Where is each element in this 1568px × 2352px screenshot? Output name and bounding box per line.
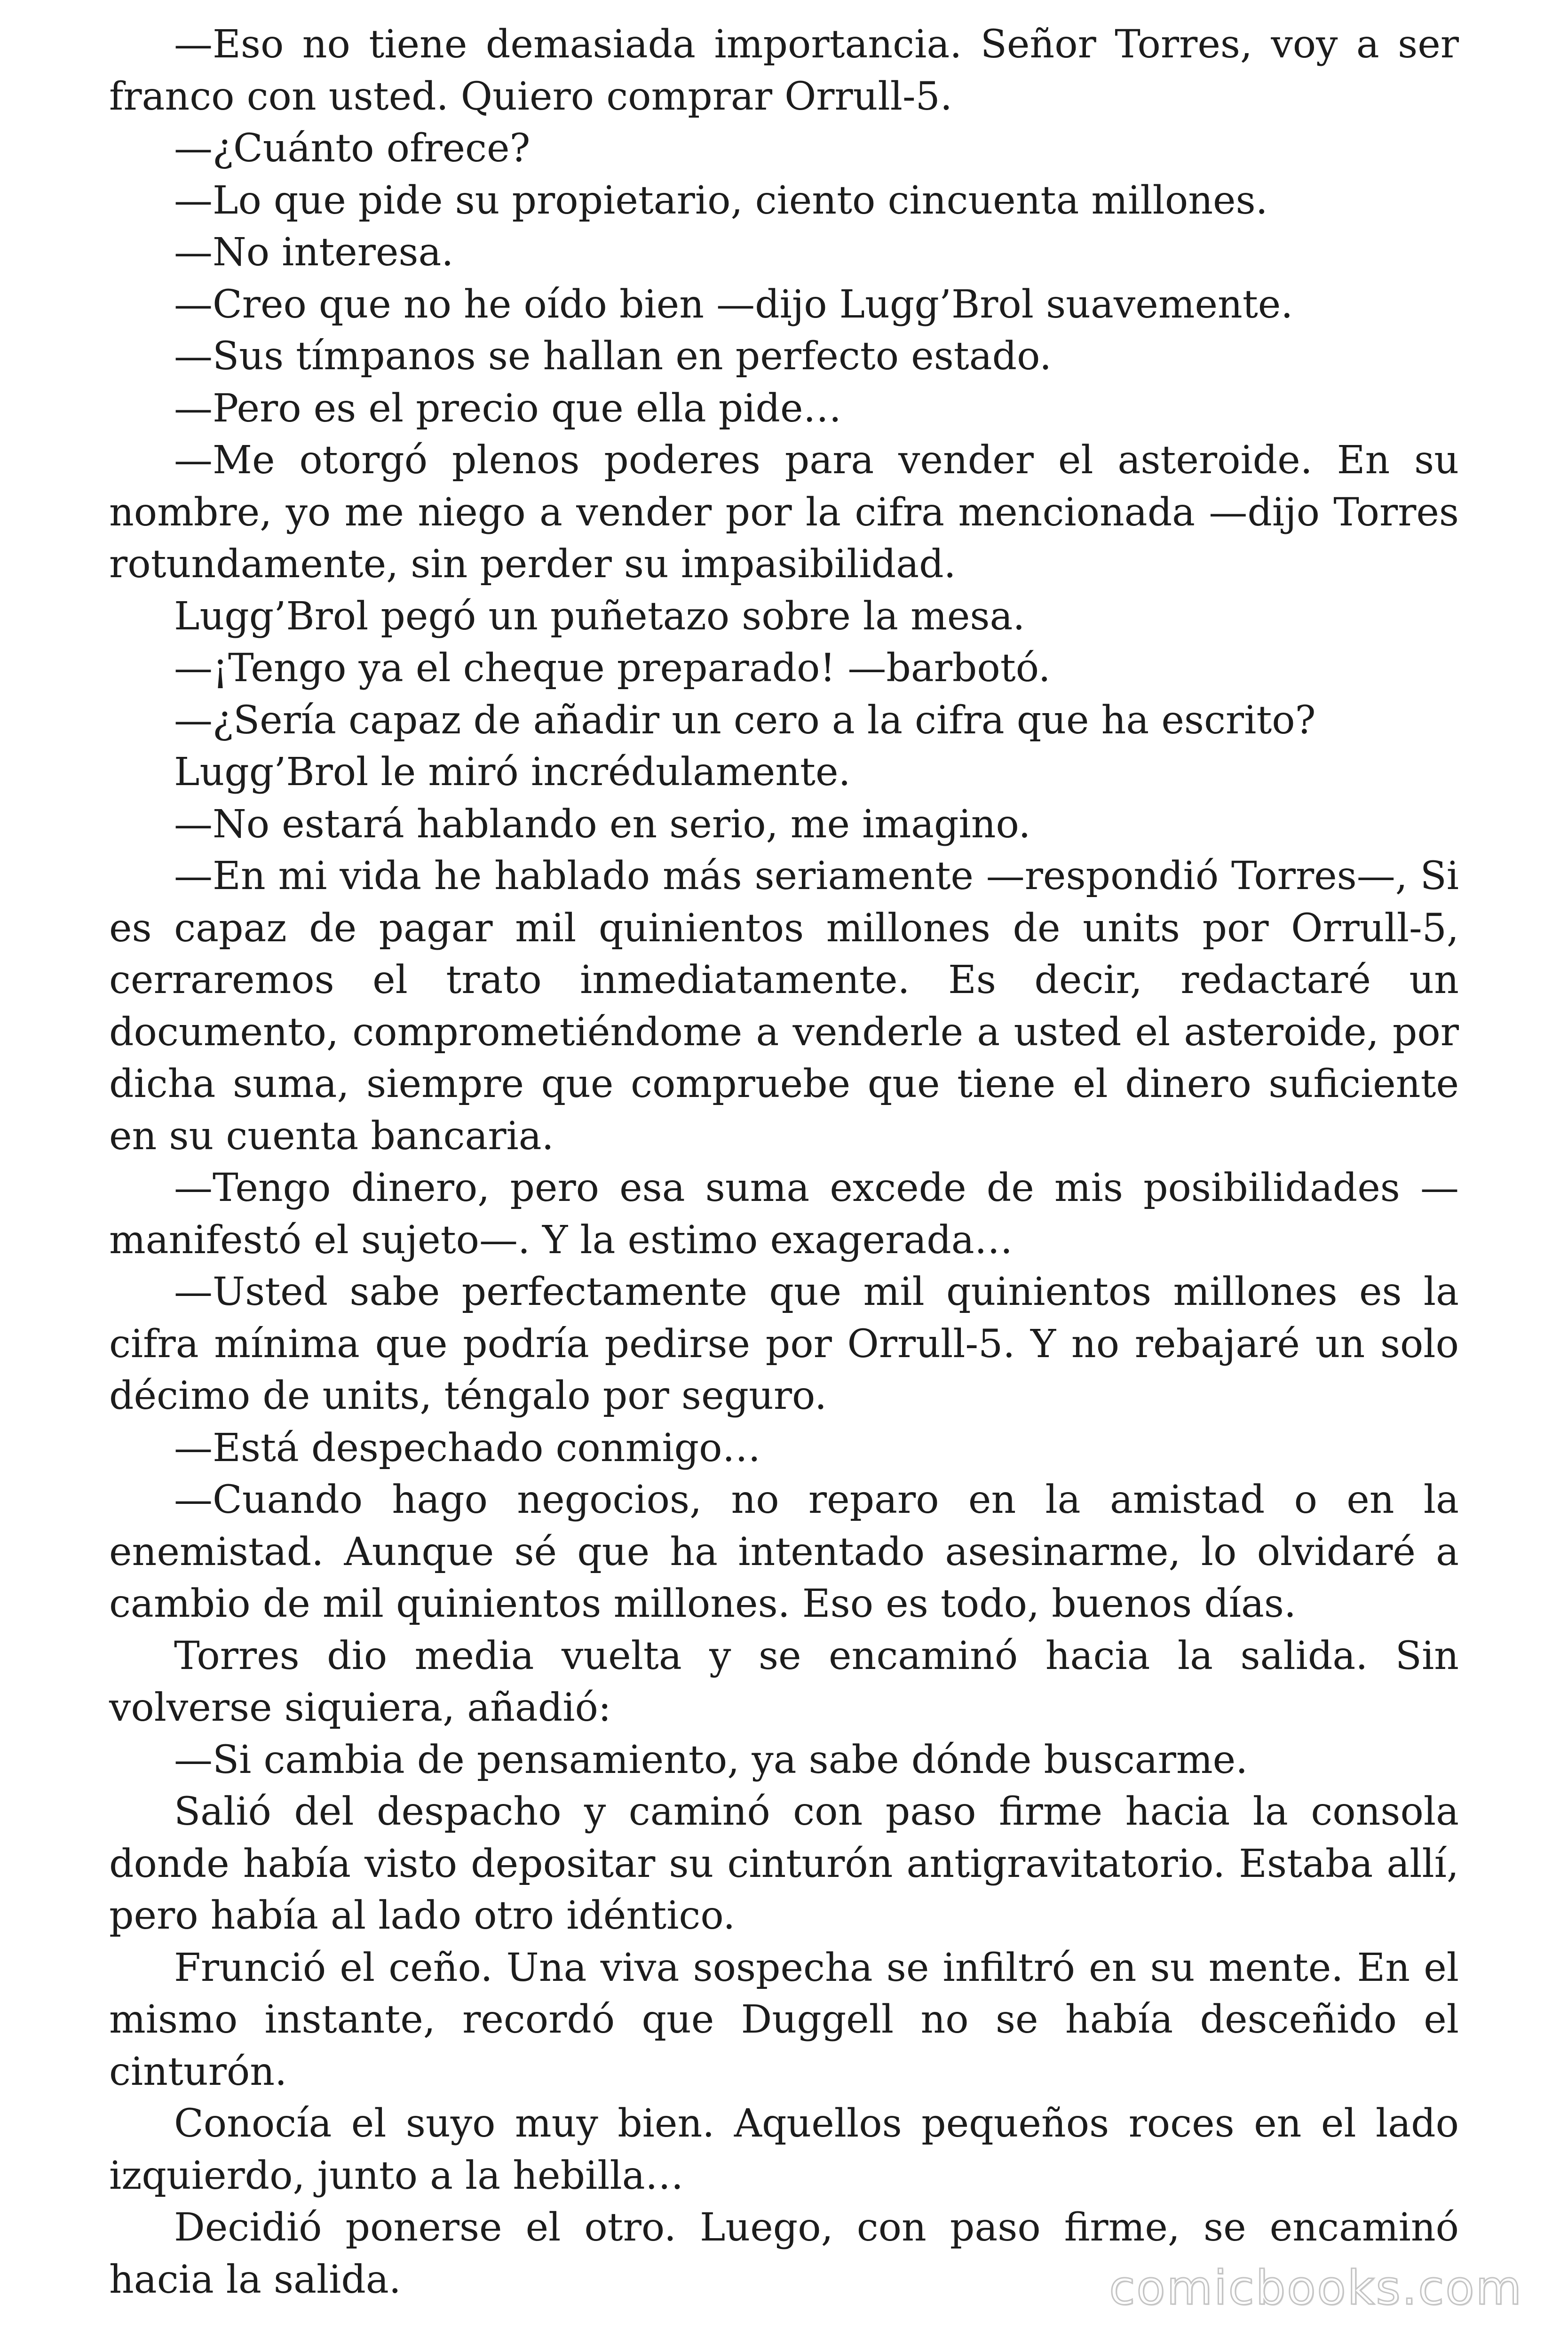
paragraph: —Usted sabe perfectamente que mil quinientos millones es la cifra mínima que podría pedirse por Orrull-5. Y no rebajaré un solo décimo de units, téngalo por seguro. bbox=[109, 1270, 1459, 1418]
paragraph: —Creo que no he oído bien —dijo Lugg’Brol suavemente. bbox=[174, 282, 1293, 327]
paragraph: —No estará hablando en serio, me imagino. bbox=[174, 802, 1031, 847]
paragraph: Decidió ponerse el otro. Luego, con paso firme, se encaminó hacia la salida. bbox=[109, 2205, 1459, 2302]
paragraph: —¿Cuánto ofrece? bbox=[174, 126, 531, 171]
paragraph: —Cuando hago negocios, no reparo en la amistad o en la enemistad. Aunque sé que ha intentado asesinarme, lo olvidaré a cambio de mil quinientos millones. Eso es todo, buenos días. bbox=[109, 1478, 1459, 1626]
paragraph: Torres dio media vuelta y se encaminó hacia la salida. Sin volverse siquiera, añadió: bbox=[109, 1633, 1459, 1730]
paragraph: —Eso no tiene demasiada importancia. Señor Torres, voy a ser franco con usted. Quiero comprar Orrull-5. bbox=[109, 22, 1459, 119]
paragraph: —Sus tímpanos se hallan en perfecto estado. bbox=[174, 334, 1052, 379]
paragraph: Lugg’Brol le miró incrédulamente. bbox=[174, 750, 851, 795]
watermark: comicbooks.com bbox=[1109, 2260, 1523, 2315]
paragraph: Conocía el suyo muy bien. Aquellos pequeños roces en el lado izquierdo, junto a la hebilla… bbox=[109, 2101, 1459, 2198]
paragraph: —¿Sería capaz de añadir un cero a la cifra que ha escrito? bbox=[174, 698, 1316, 743]
paragraph: —¡Tengo ya el cheque preparado! —barbotó. bbox=[174, 646, 1051, 691]
paragraph: —Pero es el precio que ella pide… bbox=[174, 386, 842, 431]
paragraph: —Lo que pide su propietario, ciento cincuenta millones. bbox=[174, 178, 1268, 223]
paragraph: —En mi vida he hablado más seriamente —respondió Torres—, Si es capaz de pagar mil quinientos millones de units por Orrull-5, cerraremos el trato inmediatamente. Es decir, redactaré un documento, comprometiéndome a venderle a usted el asteroide, por dicha suma, siempre que compruebe que tiene el dinero suficiente en su cuenta bancaria. bbox=[109, 854, 1459, 1159]
paragraph: —Me otorgó plenos poderes para vender el asteroide. En su nombre, yo me niego a vender por la cifra mencionada —dijo Torres rotundamente, sin perder su impasibilidad. bbox=[109, 438, 1459, 587]
page-text bbox=[109, 19, 1459, 2305]
paragraph: —Si cambia de pensamiento, ya sabe dónde buscarme. bbox=[174, 1737, 1248, 1782]
paragraph: Frunció el ceño. Una viva sospecha se infiltró en su mente. En el mismo instante, recordó que Duggell no se había desceñido el cinturón. bbox=[109, 1945, 1459, 2094]
paragraph: Lugg’Brol pegó un puñetazo sobre la mesa. bbox=[174, 594, 1025, 639]
paragraph: —Está despechado conmigo… bbox=[174, 1425, 761, 1470]
paragraph: —No interesa. bbox=[174, 230, 454, 275]
paragraph: —Tengo dinero, pero esa suma excede de mis posibilidades —manifestó el sujeto—. Y la estimo exagerada… bbox=[109, 1166, 1459, 1263]
paragraph: Salió del despacho y caminó con paso firme hacia la consola donde había visto depositar su cinturón antigravitatorio. Estaba allí, pero había al lado otro idéntico. bbox=[109, 1789, 1459, 1938]
